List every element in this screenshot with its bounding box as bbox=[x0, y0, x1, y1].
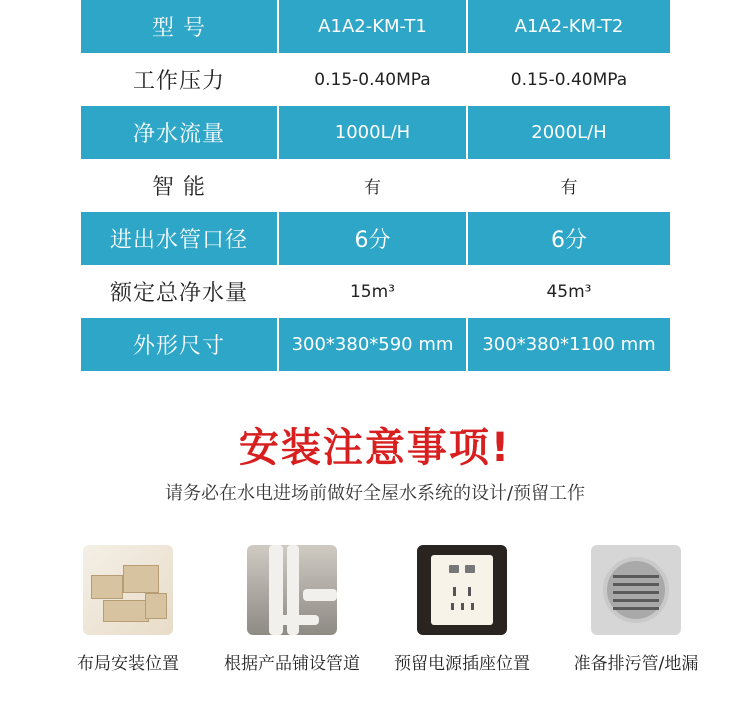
step-socket bbox=[382, 545, 542, 674]
value-t2: 300*380*1100 mm bbox=[468, 318, 670, 371]
value-t2: 2000L/H bbox=[468, 106, 670, 159]
table-row-pipe-diameter bbox=[81, 212, 670, 265]
step-caption: 预留电源插座位置 bbox=[394, 654, 530, 674]
table-row-dimensions bbox=[81, 318, 670, 371]
step-caption: 根据产品铺设管道 bbox=[224, 654, 360, 674]
table-row-model bbox=[81, 0, 670, 53]
notice-title: 安装注意事项! bbox=[238, 425, 512, 471]
value-t1: 15m³ bbox=[349, 281, 395, 302]
step-caption: 布局安装位置 bbox=[77, 654, 179, 674]
value-t1: 1000L/H bbox=[279, 106, 466, 159]
value-t1: 0.15-0.40MPa bbox=[314, 69, 431, 90]
step-layout bbox=[48, 545, 208, 674]
floorplan-icon bbox=[83, 545, 173, 635]
row-label: 型 号 bbox=[81, 0, 277, 53]
value-t1: 6分 bbox=[279, 212, 466, 265]
value-t2: 0.15-0.40MPa bbox=[510, 69, 628, 90]
power-socket-icon bbox=[417, 545, 507, 635]
value-t1: A1A2-KM-T1 bbox=[279, 0, 466, 53]
step-pipes bbox=[212, 545, 372, 674]
row-label: 工作压力 bbox=[132, 69, 225, 94]
value-t2: A1A2-KM-T2 bbox=[468, 0, 670, 53]
row-label: 外形尺寸 bbox=[81, 318, 277, 371]
value-t2: 45m³ bbox=[546, 281, 592, 302]
table-row-smart bbox=[81, 159, 670, 212]
value-t2: 有 bbox=[560, 178, 578, 198]
table-row-flow bbox=[81, 106, 670, 159]
spec-table bbox=[81, 0, 670, 371]
notice-subtitle: 请务必在水电进场前做好全屋水系统的设计/预留工作 bbox=[164, 483, 586, 504]
value-t1: 有 bbox=[364, 178, 381, 198]
value-t1: 300*380*590 mm bbox=[279, 318, 466, 371]
row-label: 进出水管口径 bbox=[81, 212, 277, 265]
value-t2: 6分 bbox=[468, 212, 670, 265]
install-steps bbox=[0, 545, 750, 685]
step-drain bbox=[556, 545, 716, 674]
row-label: 智 能 bbox=[152, 175, 206, 200]
table-row-capacity bbox=[81, 265, 670, 318]
step-caption: 准备排污管/地漏 bbox=[573, 654, 699, 674]
row-label: 额定总净水量 bbox=[109, 281, 248, 306]
pipes-icon bbox=[247, 545, 337, 635]
floor-drain-icon bbox=[591, 545, 681, 635]
table-row-pressure bbox=[81, 53, 670, 106]
row-label: 净水流量 bbox=[81, 106, 277, 159]
